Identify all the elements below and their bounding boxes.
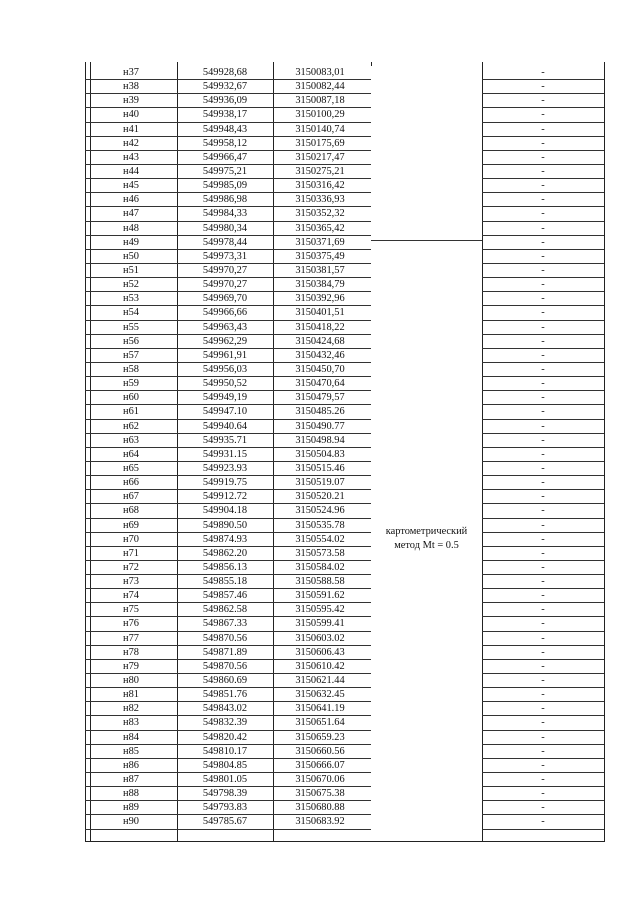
y-coordinate-cell: 3150381,57: [295, 264, 345, 276]
description-cell: -: [541, 675, 545, 687]
x-coordinate-cell: 549855.18: [202, 576, 248, 588]
x-coordinate-cell: 549912.72: [202, 491, 248, 503]
point-id-cell: н79: [123, 660, 139, 672]
x-coordinate-cell: 549985,09: [202, 180, 248, 192]
x-coordinate-cell: 549950,52: [202, 378, 248, 390]
description-cell: -: [541, 250, 545, 262]
description-cell: -: [541, 392, 545, 404]
description-cell: -: [541, 335, 545, 347]
y-coordinate-cell: 3150524.96: [295, 505, 345, 517]
x-coordinate-cell: 549843.02: [202, 703, 248, 715]
table-row: [85, 94, 604, 108]
table-row: [85, 405, 604, 419]
y-coordinate-cell: 3150675.38: [295, 788, 345, 800]
description-cell: -: [541, 731, 545, 743]
y-coordinate-cell: 3150371,69: [295, 236, 345, 248]
table-row: [85, 377, 604, 391]
description-cell: -: [541, 448, 545, 460]
description-cell: -: [541, 759, 545, 771]
table-row: [85, 151, 604, 165]
method-column-divider: [371, 240, 482, 241]
x-coordinate-cell: 549857.46: [202, 590, 248, 602]
point-id-cell: н45: [123, 180, 139, 192]
x-coordinate-cell: 549804.85: [202, 759, 248, 771]
x-coordinate-cell: 549940.64: [202, 420, 248, 432]
y-coordinate-cell: 3150275,21: [295, 165, 345, 177]
y-coordinate-cell: 3150599.41: [295, 618, 345, 630]
description-cell: -: [541, 81, 545, 93]
table-row: [85, 335, 604, 349]
table-row: [85, 646, 604, 660]
description-cell: -: [541, 462, 545, 474]
table-row: [85, 306, 604, 320]
description-cell: -: [541, 194, 545, 206]
table-row: [85, 519, 604, 533]
y-coordinate-cell: 3150573.58: [295, 547, 345, 559]
table-row: [85, 731, 604, 745]
table-row: [85, 236, 604, 250]
point-id-cell: н72: [123, 561, 139, 573]
point-id-cell: н75: [123, 604, 139, 616]
point-id-cell: н63: [123, 434, 139, 446]
description-cell: -: [541, 491, 545, 503]
y-coordinate-cell: 3150660.56: [295, 745, 345, 757]
x-coordinate-cell: 549798.39: [202, 788, 248, 800]
description-cell: -: [541, 307, 545, 319]
x-coordinate-cell: 549947.10: [202, 406, 248, 418]
point-id-cell: н43: [123, 151, 139, 163]
description-cell: -: [541, 434, 545, 446]
table-row: [85, 80, 604, 94]
x-coordinate-cell: 549958,12: [202, 137, 248, 149]
y-coordinate-cell: 3150175,69: [295, 137, 345, 149]
description-cell: -: [541, 774, 545, 786]
point-id-cell: н37: [123, 67, 139, 78]
y-coordinate-cell: 3150606.43: [295, 646, 345, 658]
point-id-cell: н81: [123, 689, 139, 701]
point-id-cell: н69: [123, 519, 139, 531]
point-id-cell: н61: [123, 406, 139, 418]
point-id-cell: н42: [123, 137, 139, 149]
table-row: [85, 349, 604, 363]
description-cell: -: [541, 222, 545, 234]
point-id-cell: н44: [123, 165, 139, 177]
description-cell: -: [541, 349, 545, 361]
y-coordinate-cell: 3150375,49: [295, 250, 345, 262]
x-coordinate-cell: 549871.89: [202, 646, 248, 658]
x-coordinate-cell: 549928,68: [202, 67, 248, 78]
y-coordinate-cell: 3150584.02: [295, 561, 345, 573]
point-id-cell: н85: [123, 745, 139, 757]
description-cell: -: [541, 321, 545, 333]
point-id-cell: н38: [123, 81, 139, 93]
description-cell: -: [541, 363, 545, 375]
y-coordinate-cell: 3150595.42: [295, 604, 345, 616]
point-id-cell: н78: [123, 646, 139, 658]
x-coordinate-cell: 549949,19: [202, 392, 248, 404]
y-coordinate-cell: 3150401,51: [295, 307, 345, 319]
x-coordinate-cell: 549984,33: [202, 208, 248, 220]
table-row: [85, 490, 604, 504]
x-coordinate-cell: 549890.50: [202, 519, 248, 531]
method-column: [371, 66, 482, 842]
table-row: [85, 561, 604, 575]
table-row: [85, 660, 604, 674]
description-cell: -: [541, 279, 545, 291]
x-coordinate-cell: 549870.56: [202, 632, 248, 644]
description-cell: -: [541, 165, 545, 177]
y-coordinate-cell: 3150490.77: [295, 420, 345, 432]
description-cell: -: [541, 236, 545, 248]
y-coordinate-cell: 3150498.94: [295, 434, 345, 446]
y-coordinate-cell: 3150432,46: [295, 349, 345, 361]
x-coordinate-cell: 549970,27: [202, 264, 248, 276]
y-coordinate-cell: 3150680.88: [295, 802, 345, 814]
table-row: [85, 603, 604, 617]
table-row: [85, 137, 604, 151]
table-row: [85, 787, 604, 801]
description-cell: -: [541, 576, 545, 588]
x-coordinate-cell: 549932,67: [202, 81, 248, 93]
x-coordinate-cell: 549860.69: [202, 675, 248, 687]
table-row: [85, 801, 604, 815]
description-cell: -: [541, 816, 545, 828]
y-coordinate-cell: 3150659.23: [295, 731, 345, 743]
table-row: [85, 250, 604, 264]
description-cell: -: [541, 533, 545, 545]
description-cell: -: [541, 151, 545, 163]
table-row: [85, 815, 604, 829]
y-coordinate-cell: 3150424,68: [295, 335, 345, 347]
y-coordinate-cell: 3150217,47: [295, 151, 345, 163]
point-id-cell: н84: [123, 731, 139, 743]
point-id-cell: н48: [123, 222, 139, 234]
description-cell: -: [541, 293, 545, 305]
point-id-cell: н53: [123, 293, 139, 305]
y-coordinate-cell: 3150352,32: [295, 208, 345, 220]
description-cell: -: [541, 788, 545, 800]
point-id-cell: н90: [123, 816, 139, 828]
description-cell: -: [541, 604, 545, 616]
table-row: [85, 476, 604, 490]
x-coordinate-cell: 549978,44: [202, 236, 248, 248]
table-row: [85, 688, 604, 702]
table-row: [85, 222, 604, 236]
x-coordinate-cell: 549923.93: [202, 462, 248, 474]
x-coordinate-cell: 549793.83: [202, 802, 248, 814]
y-coordinate-cell: 3150485.26: [295, 406, 345, 418]
point-id-cell: н62: [123, 420, 139, 432]
description-cell: -: [541, 95, 545, 107]
x-coordinate-cell: 549936,09: [202, 95, 248, 107]
description-cell: -: [541, 406, 545, 418]
x-coordinate-cell: 549975,21: [202, 165, 248, 177]
x-coordinate-cell: 549931.15: [202, 448, 248, 460]
y-coordinate-cell: 3150610.42: [295, 660, 345, 672]
table-row: [85, 108, 604, 122]
x-coordinate-cell: 549970,27: [202, 279, 248, 291]
x-coordinate-cell: 549810.17: [202, 745, 248, 757]
description-cell: -: [541, 703, 545, 715]
y-coordinate-cell: 3150591.62: [295, 590, 345, 602]
point-id-cell: н46: [123, 194, 139, 206]
table-row: [85, 321, 604, 335]
x-coordinate-cell: 549904.18: [202, 505, 248, 517]
y-coordinate-cell: 3150520.21: [295, 491, 345, 503]
point-id-cell: н76: [123, 618, 139, 630]
x-coordinate-cell: 549874.93: [202, 533, 248, 545]
table-row: [85, 264, 604, 278]
x-coordinate-cell: 549963,43: [202, 321, 248, 333]
point-id-cell: н70: [123, 533, 139, 545]
y-coordinate-cell: 3150087,18: [295, 95, 345, 107]
y-coordinate-cell: 3150515.46: [295, 462, 345, 474]
description-cell: -: [541, 689, 545, 701]
table-row: [85, 420, 604, 434]
y-coordinate-cell: 3150450,70: [295, 363, 345, 375]
point-id-cell: н52: [123, 279, 139, 291]
y-coordinate-cell: 3150083,01: [295, 67, 345, 78]
description-cell: -: [541, 646, 545, 658]
point-id-cell: н41: [123, 123, 139, 135]
description-cell: -: [541, 505, 545, 517]
description-cell: -: [541, 137, 545, 149]
point-id-cell: н67: [123, 491, 139, 503]
table-row: [85, 716, 604, 730]
point-id-cell: н83: [123, 717, 139, 729]
table-row: [85, 448, 604, 462]
point-id-cell: н59: [123, 378, 139, 390]
y-coordinate-cell: 3150554.02: [295, 533, 345, 545]
y-coordinate-cell: 3150519.07: [295, 477, 345, 489]
table-row: [85, 434, 604, 448]
x-coordinate-cell: 549870.56: [202, 660, 248, 672]
y-coordinate-cell: 3150100,29: [295, 109, 345, 121]
table-row: [85, 179, 604, 193]
x-coordinate-cell: 549938,17: [202, 109, 248, 121]
table-right-border: [604, 62, 605, 842]
table-row: [85, 547, 604, 561]
point-id-cell: н86: [123, 759, 139, 771]
description-cell: -: [541, 717, 545, 729]
point-id-cell: н54: [123, 307, 139, 319]
description-cell: -: [541, 378, 545, 390]
point-id-cell: н82: [123, 703, 139, 715]
point-id-cell: н74: [123, 590, 139, 602]
x-coordinate-cell: 549956,03: [202, 363, 248, 375]
y-coordinate-cell: 3150504.83: [295, 448, 345, 460]
table-row: [85, 207, 604, 221]
table-row: [85, 504, 604, 518]
description-cell: -: [541, 264, 545, 276]
table-row: [85, 773, 604, 787]
description-cell: -: [541, 632, 545, 644]
point-id-cell: н80: [123, 675, 139, 687]
description-cell: -: [541, 561, 545, 573]
table-row: [85, 702, 604, 716]
point-id-cell: н58: [123, 363, 139, 375]
description-cell: -: [541, 180, 545, 192]
table-row: [85, 632, 604, 646]
y-coordinate-cell: 3150479,57: [295, 392, 345, 404]
description-cell: -: [541, 109, 545, 121]
table-row: [85, 759, 604, 773]
x-coordinate-cell: 549948,43: [202, 123, 248, 135]
y-coordinate-cell: 3150588.58: [295, 576, 345, 588]
table-row: [85, 193, 604, 207]
y-coordinate-cell: 3150316,42: [295, 180, 345, 192]
y-coordinate-cell: 3150365,42: [295, 222, 345, 234]
description-cell: -: [541, 519, 545, 531]
table-row: [85, 575, 604, 589]
y-coordinate-cell: 3150140,74: [295, 123, 345, 135]
table-row: [85, 363, 604, 377]
y-coordinate-cell: 3150336,93: [295, 194, 345, 206]
table-row: [85, 533, 604, 547]
x-coordinate-cell: 549919.75: [202, 477, 248, 489]
point-id-cell: н55: [123, 321, 139, 333]
y-coordinate-cell: 3150621.44: [295, 675, 345, 687]
point-id-cell: н39: [123, 95, 139, 107]
description-cell: -: [541, 745, 545, 757]
method-accuracy: метод Mt = 0.5: [394, 539, 459, 551]
description-cell: -: [541, 590, 545, 602]
x-coordinate-cell: 549820.42: [202, 731, 248, 743]
point-id-cell: н60: [123, 392, 139, 404]
table-row: [85, 674, 604, 688]
table-row: [85, 66, 604, 80]
table-row: [85, 292, 604, 306]
point-id-cell: н50: [123, 250, 139, 262]
y-coordinate-cell: 3150418,22: [295, 321, 345, 333]
point-id-cell: н66: [123, 477, 139, 489]
method-cell: [371, 525, 482, 552]
x-coordinate-cell: 549851.76: [202, 689, 248, 701]
y-coordinate-cell: 3150535.78: [295, 519, 345, 531]
x-coordinate-cell: 549986,98: [202, 194, 248, 206]
y-coordinate-cell: 3150683.92: [295, 816, 345, 828]
y-coordinate-cell: 3150641.19: [295, 703, 345, 715]
point-id-cell: н89: [123, 802, 139, 814]
point-id-cell: н68: [123, 505, 139, 517]
point-id-cell: н49: [123, 236, 139, 248]
table-row: [85, 123, 604, 137]
point-id-cell: н56: [123, 335, 139, 347]
description-cell: -: [541, 547, 545, 559]
point-id-cell: н71: [123, 547, 139, 559]
y-coordinate-cell: 3150384,79: [295, 279, 345, 291]
description-cell: -: [541, 802, 545, 814]
y-coordinate-cell: 3150670.06: [295, 774, 345, 786]
table-row: [85, 617, 604, 631]
point-id-cell: н87: [123, 774, 139, 786]
x-coordinate-cell: 549966,66: [202, 307, 248, 319]
point-id-cell: н64: [123, 448, 139, 460]
table-bottom-border: [85, 841, 605, 842]
x-coordinate-cell: 549962,29: [202, 335, 248, 347]
point-id-cell: н65: [123, 462, 139, 474]
y-coordinate-cell: 3150603.02: [295, 632, 345, 644]
coordinates-table: [85, 66, 604, 830]
x-coordinate-cell: 549973,31: [202, 250, 248, 262]
point-id-cell: н40: [123, 109, 139, 121]
point-id-cell: н47: [123, 208, 139, 220]
description-cell: -: [541, 660, 545, 672]
x-coordinate-cell: 549862.20: [202, 547, 248, 559]
x-coordinate-cell: 549832.39: [202, 717, 248, 729]
x-coordinate-cell: 549862.58: [202, 604, 248, 616]
x-coordinate-cell: 549969,70: [202, 293, 248, 305]
description-cell: -: [541, 123, 545, 135]
table-row: [85, 278, 604, 292]
x-coordinate-cell: 549980,34: [202, 222, 248, 234]
method-label: картометрический: [385, 526, 468, 537]
point-id-cell: н57: [123, 349, 139, 361]
description-cell: -: [541, 420, 545, 432]
point-id-cell: н88: [123, 788, 139, 800]
x-coordinate-cell: 549966,47: [202, 151, 248, 163]
table-row: [85, 391, 604, 405]
table-row: [85, 589, 604, 603]
x-coordinate-cell: 549935.71: [202, 434, 248, 446]
x-coordinate-cell: 549785.67: [202, 816, 248, 828]
y-coordinate-cell: 3150632.45: [295, 689, 345, 701]
table-row: [85, 745, 604, 759]
description-cell: -: [541, 618, 545, 630]
x-coordinate-cell: 549867.33: [202, 618, 248, 630]
y-coordinate-cell: 3150082,44: [295, 81, 345, 93]
point-id-cell: н73: [123, 576, 139, 588]
y-coordinate-cell: 3150392,96: [295, 293, 345, 305]
y-coordinate-cell: 3150666.07: [295, 759, 345, 771]
x-coordinate-cell: 549856.13: [202, 561, 248, 573]
y-coordinate-cell: 3150651.64: [295, 717, 345, 729]
x-coordinate-cell: 549801.05: [202, 774, 248, 786]
description-cell: -: [541, 477, 545, 489]
description-cell: -: [541, 208, 545, 220]
table-row: [85, 165, 604, 179]
x-coordinate-cell: 549961,91: [202, 349, 248, 361]
point-id-cell: н77: [123, 632, 139, 644]
y-coordinate-cell: 3150470,64: [295, 378, 345, 390]
table-row: [85, 462, 604, 476]
point-id-cell: н51: [123, 264, 139, 276]
description-cell: -: [541, 67, 545, 78]
